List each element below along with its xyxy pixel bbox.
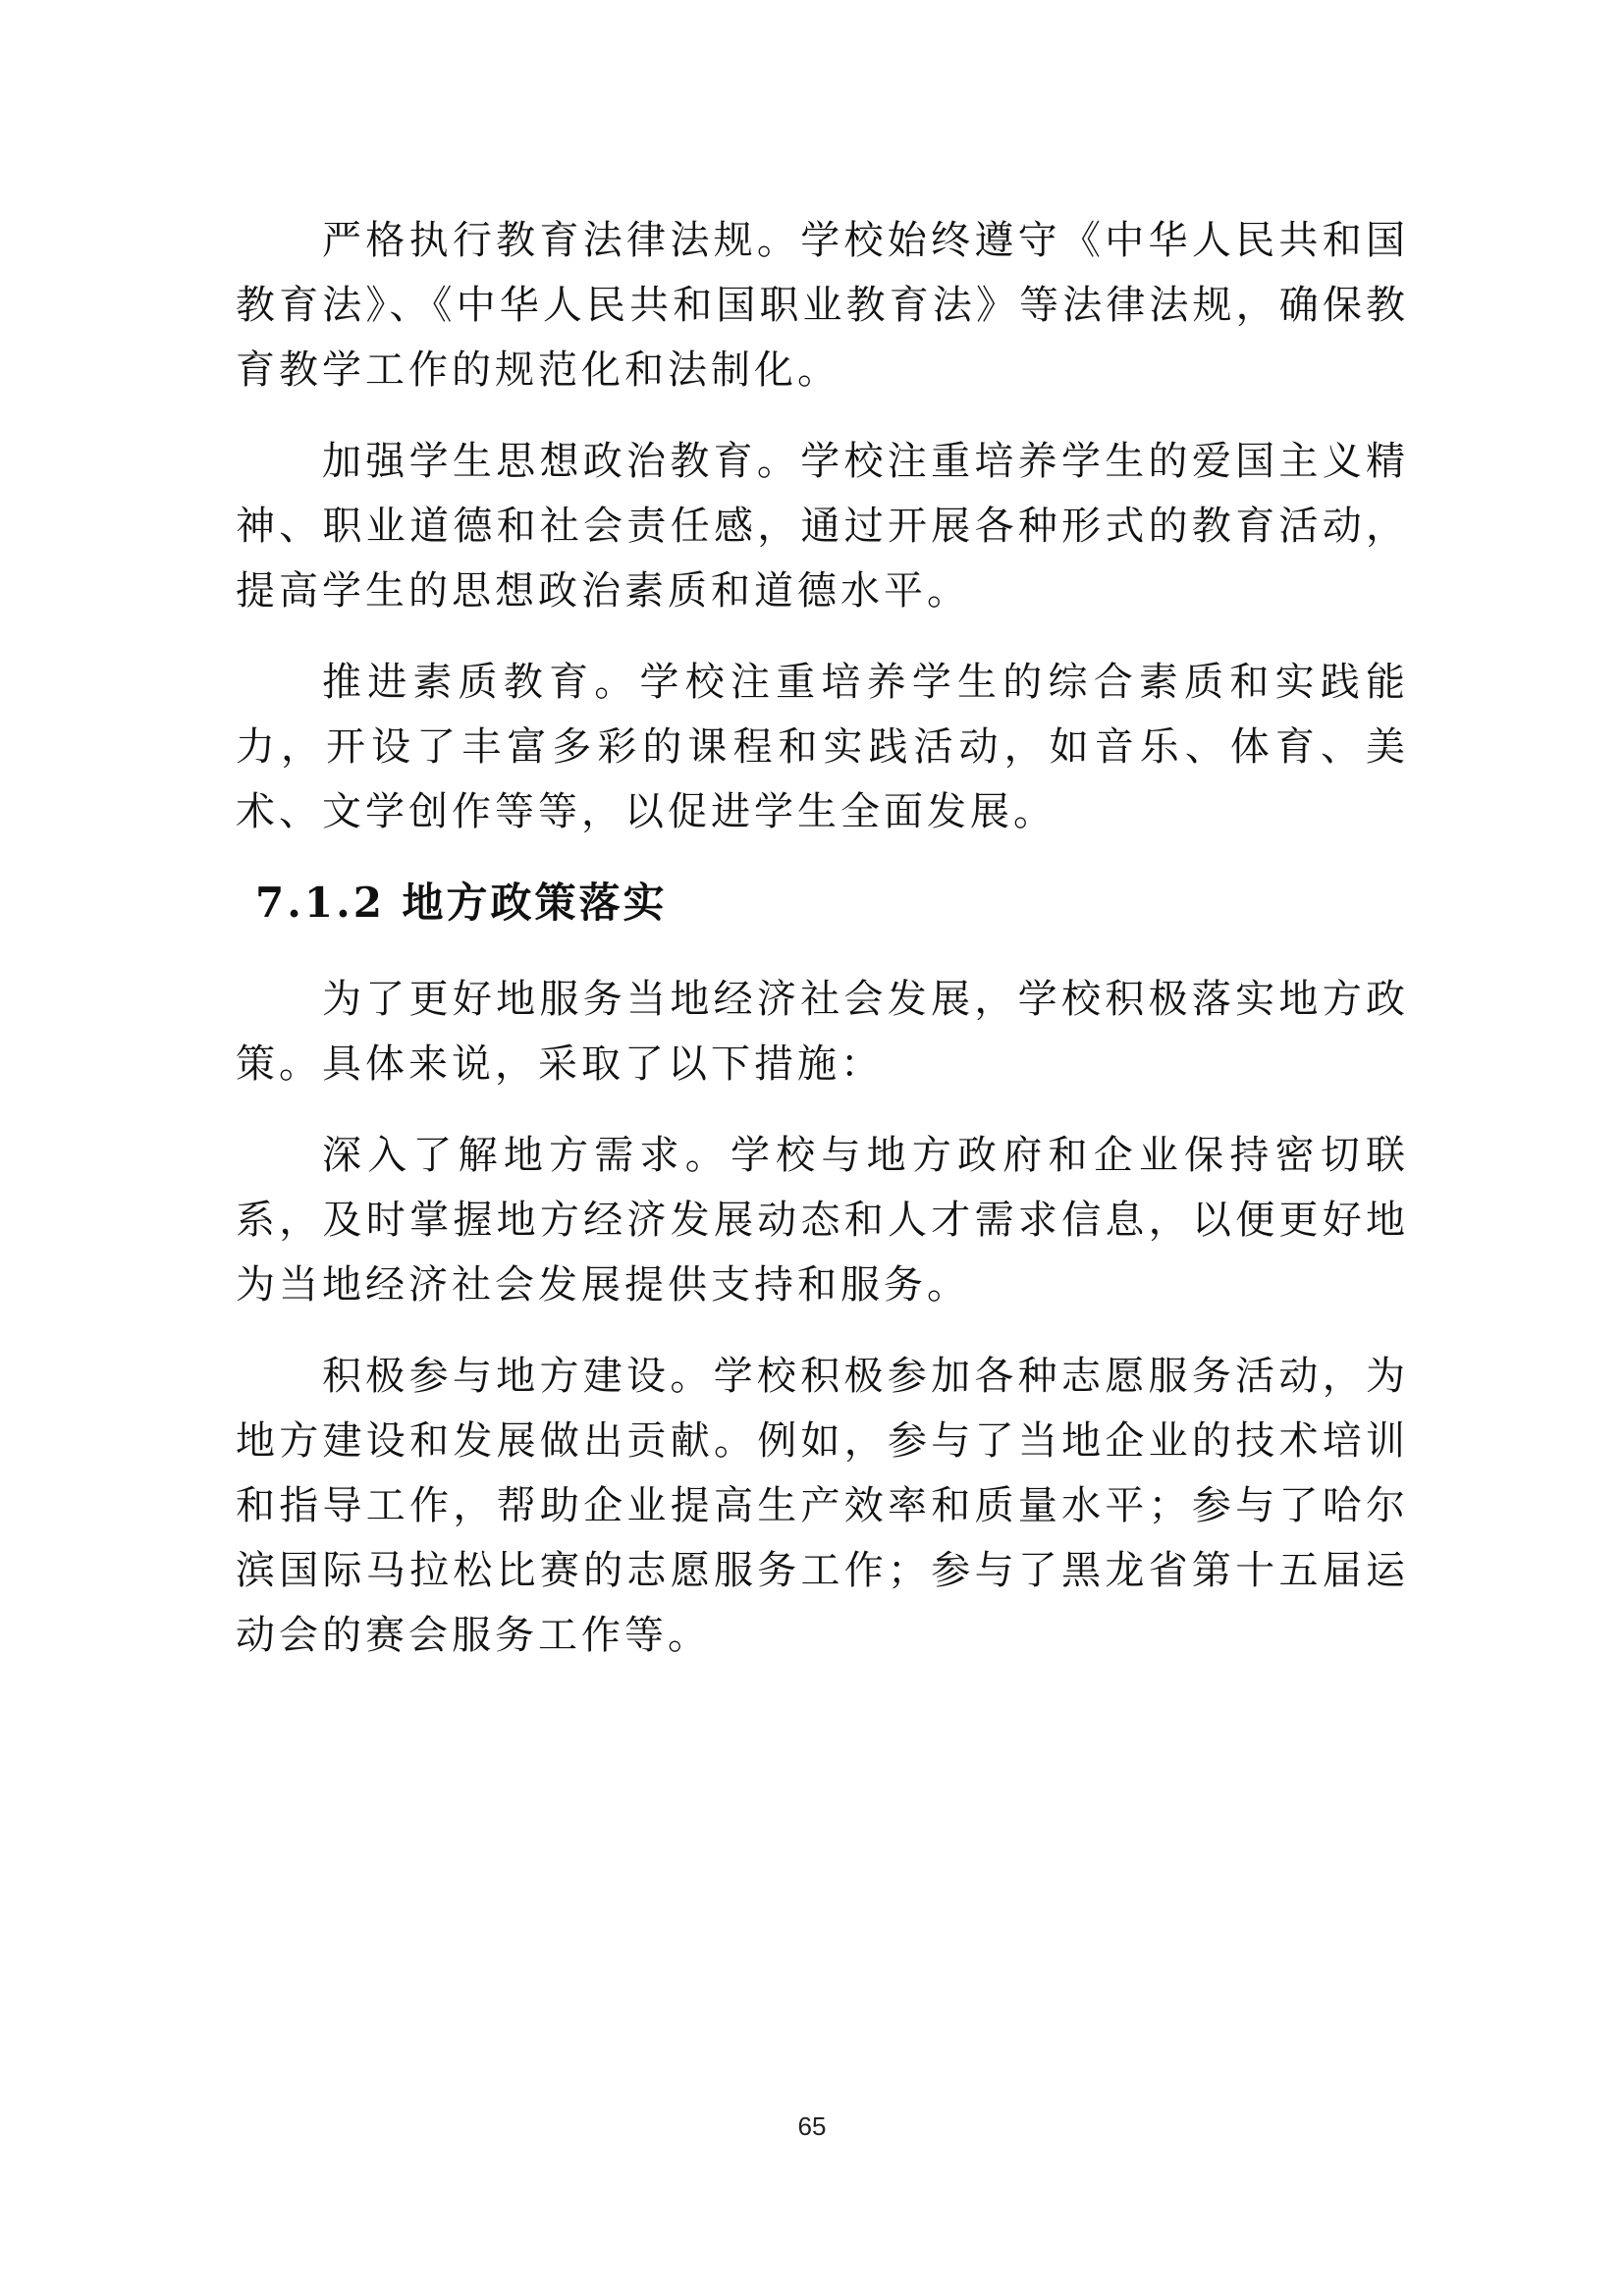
paragraph-ideological-education: 加强学生思想政治教育。学校注重培养学生的爱国主义精神、职业道德和社会责任感，通过开展各种形式的教育活动，提高学生的思想政治素质和道德水平。 — [236, 439, 1409, 614]
paragraph-local-policy-intro: 为了更好地服务当地经济社会发展，学校积极落实地方政策。具体来说，采取了以下措施： — [236, 977, 1409, 1087]
paragraph-local-needs: 深入了解地方需求。学校与地方政府和企业保持密切联系，及时掌握地方经济发展动态和人才需求信息，以便更好地为当地经济社会发展提供支持和服务。 — [236, 1133, 1409, 1308]
paragraph-education-law: 严格执行教育法律法规。学校始终遵守《中华人民共和国教育法》、《中华人民共和国职业教育法》等法律法规，确保教育教学工作的规范化和法制化。 — [236, 218, 1409, 393]
paragraph-quality-education: 推进素质教育。学校注重培养学生的综合素质和实践能力，开设了丰富多彩的课程和实践活动，如音乐、体育、美术、文学创作等等，以促进学生全面发展。 — [236, 660, 1409, 834]
page-body — [236, 208, 1409, 1694]
section-heading: 7.1.2 地方政策落实 — [255, 879, 668, 927]
page-number: 65 — [797, 2111, 827, 2141]
paragraph-local-construction: 积极参与地方建设。学校积极参加各种志愿服务活动，为地方建设和发展做出贡献。例如，参与了当地企业的技术培训和指导工作，帮助企业提高生产效率和质量水平；参与了哈尔滨国际马拉松比赛的志愿服务工作；参与了黑龙省第十五届运动会的赛会服务工作等。 — [236, 1354, 1409, 1658]
